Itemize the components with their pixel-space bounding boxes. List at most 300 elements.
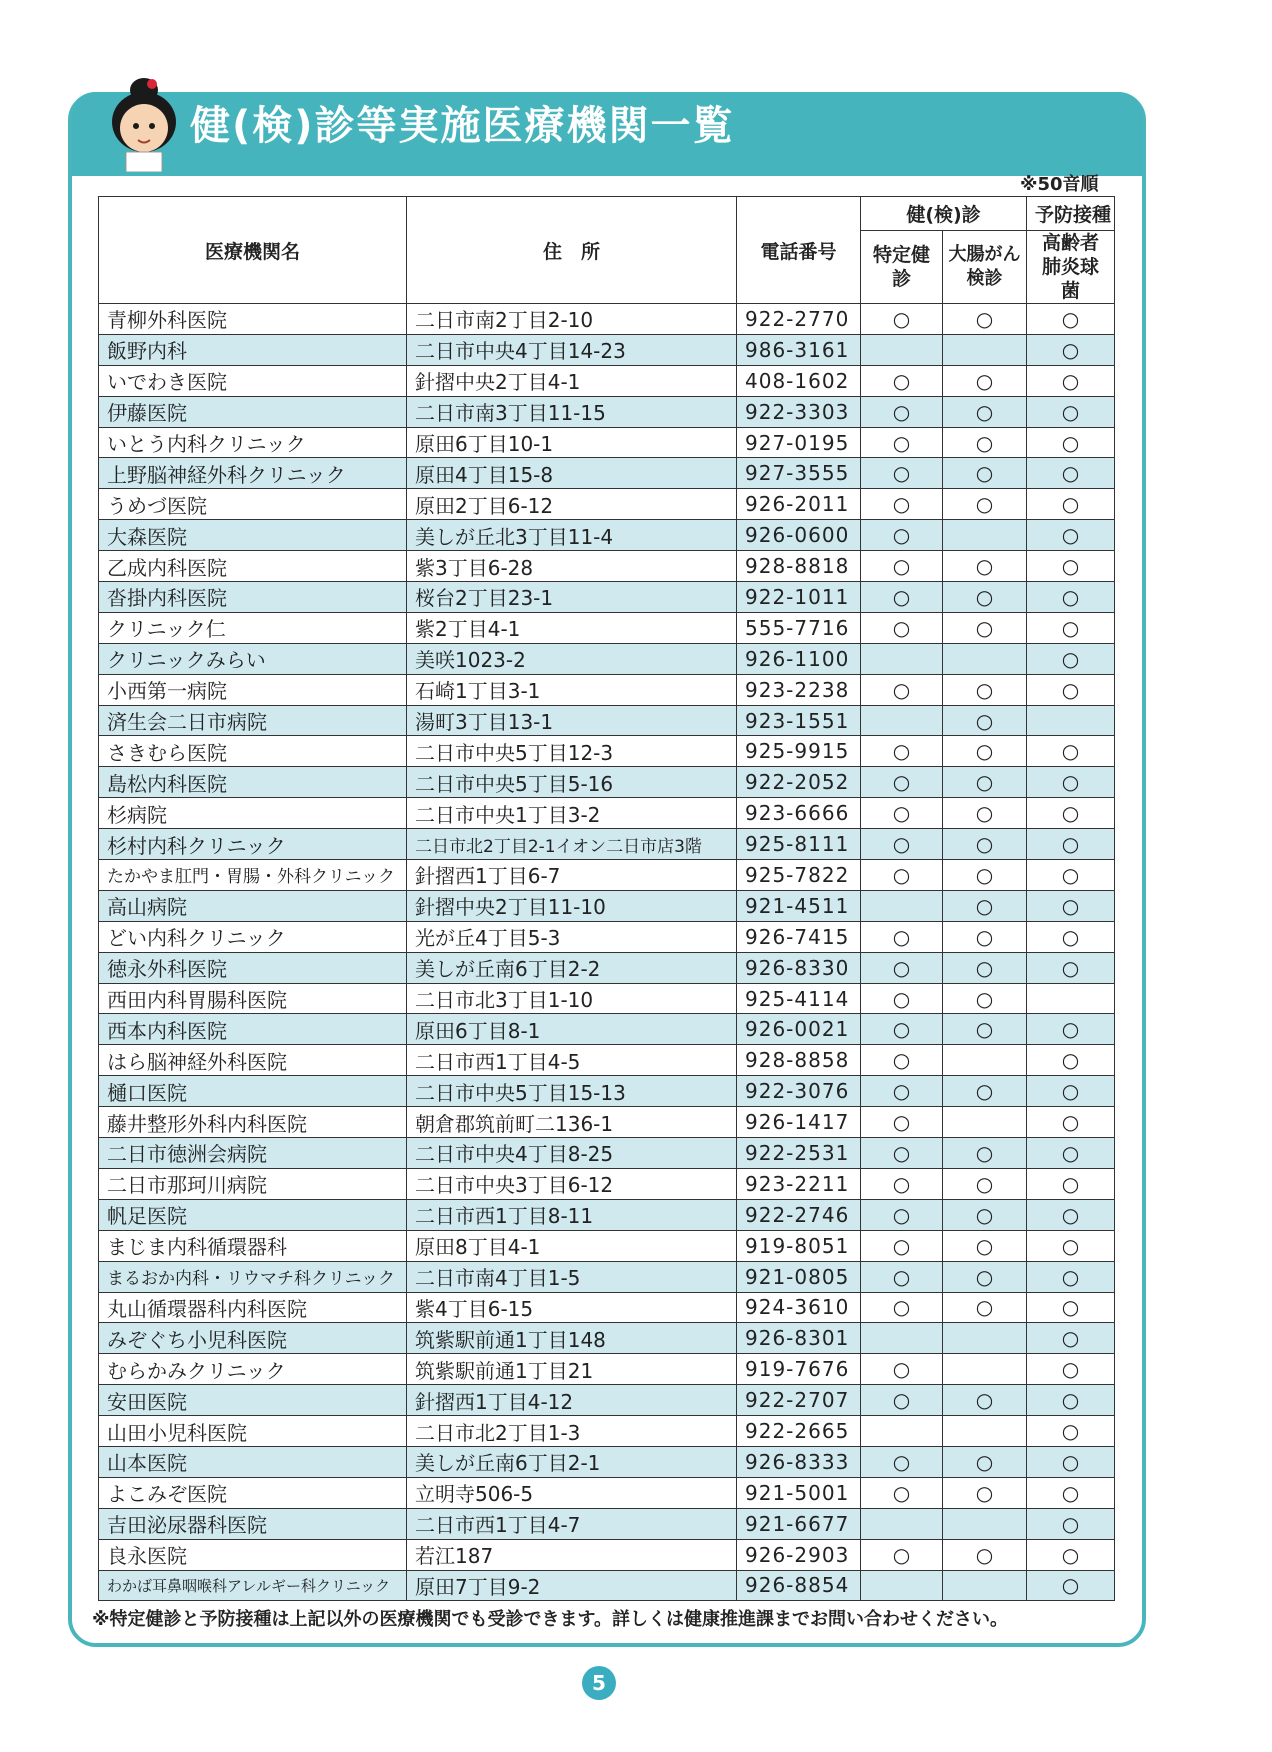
colon-cancer-mark-cell: ○ (943, 705, 1027, 736)
tokutei-mark-cell (861, 890, 943, 921)
institution-name-cell: 小西第一病院 (99, 674, 407, 705)
address-cell: 紫2丁目4-1 (407, 612, 737, 643)
address-cell: 針摺西1丁目4-12 (407, 1385, 737, 1416)
pneumococcal-mark-cell: ○ (1027, 458, 1115, 489)
address-cell: 美しが丘南6丁目2-2 (407, 952, 737, 983)
phone-cell: 925-7822 (737, 860, 861, 891)
table-row (99, 489, 1115, 520)
phone-cell: 922-3303 (737, 396, 861, 427)
institution-name-cell: よこみぞ医院 (99, 1477, 407, 1508)
tokutei-mark-cell: ○ (861, 1138, 943, 1169)
tokutei-mark-cell: ○ (861, 1199, 943, 1230)
phone-cell: 924-3610 (737, 1292, 861, 1323)
pneumococcal-mark-cell: ○ (1027, 489, 1115, 520)
phone-cell: 921-6677 (737, 1508, 861, 1539)
pneumococcal-mark-cell: ○ (1027, 365, 1115, 396)
institution-name-cell: 島松内科医院 (99, 767, 407, 798)
institution-name-cell: 飯野内科 (99, 334, 407, 365)
pneumococcal-mark-cell: ○ (1027, 1199, 1115, 1230)
institution-name-cell: 徳永外科医院 (99, 952, 407, 983)
colon-cancer-mark-cell: ○ (943, 983, 1027, 1014)
institution-name-cell: さきむら医院 (99, 736, 407, 767)
colon-cancer-mark-cell: ○ (943, 829, 1027, 860)
colon-cancer-mark-cell: ○ (943, 1477, 1027, 1508)
phone-cell: 923-6666 (737, 798, 861, 829)
table-row (99, 860, 1115, 891)
colon-cancer-mark-cell: ○ (943, 396, 1027, 427)
colon-cancer-mark-cell: ○ (943, 890, 1027, 921)
table-row (99, 1539, 1115, 1570)
phone-cell: 919-7676 (737, 1354, 861, 1385)
phone-cell: 922-2665 (737, 1416, 861, 1447)
tokutei-mark-cell: ○ (861, 1477, 943, 1508)
phone-cell: 925-9915 (737, 736, 861, 767)
institution-name-cell: 青柳外科医院 (99, 304, 407, 335)
address-cell: 二日市南3丁目11-15 (407, 396, 737, 427)
tokutei-mark-cell: ○ (861, 1168, 943, 1199)
table-row (99, 1508, 1115, 1539)
colon-cancer-mark-cell: ○ (943, 304, 1027, 335)
tokutei-mark-cell: ○ (861, 582, 943, 613)
phone-cell: 986-3161 (737, 334, 861, 365)
institution-name-cell: 伊藤医院 (99, 396, 407, 427)
table-row (99, 1076, 1115, 1107)
phone-cell: 926-1417 (737, 1107, 861, 1138)
pneumococcal-mark-cell: ○ (1027, 1323, 1115, 1354)
table-row (99, 551, 1115, 582)
pneumococcal-mark-cell: ○ (1027, 520, 1115, 551)
tokutei-mark-cell (861, 643, 943, 674)
address-cell: 美咲1023-2 (407, 643, 737, 674)
pneumococcal-mark-cell: ○ (1027, 1230, 1115, 1261)
phone-cell: 927-0195 (737, 427, 861, 458)
pneumococcal-mark-cell: ○ (1027, 1107, 1115, 1138)
pneumococcal-mark-cell: ○ (1027, 396, 1115, 427)
pneumococcal-mark-cell: ○ (1027, 582, 1115, 613)
address-cell: 紫3丁目6-28 (407, 551, 737, 582)
table-row (99, 829, 1115, 860)
address-cell: 二日市中央3丁目6-12 (407, 1168, 737, 1199)
pneumococcal-mark-cell: ○ (1027, 1168, 1115, 1199)
address-cell: 針摺西1丁目6-7 (407, 860, 737, 891)
address-cell: 原田4丁目15-8 (407, 458, 737, 489)
table-row (99, 520, 1115, 551)
phone-cell: 926-0600 (737, 520, 861, 551)
tokutei-mark-cell (861, 1508, 943, 1539)
pneumococcal-mark-cell: ○ (1027, 1138, 1115, 1169)
colon-cancer-mark-cell (943, 1416, 1027, 1447)
colon-cancer-mark-cell (943, 1570, 1027, 1601)
table-row (99, 890, 1115, 921)
mascot-character-icon (96, 72, 192, 172)
institution-name-cell: クリニックみらい (99, 643, 407, 674)
medical-institutions-table (98, 196, 1115, 1601)
table-row (99, 1323, 1115, 1354)
address-cell: 桜台2丁目23-1 (407, 582, 737, 613)
page-number: 5 (582, 1666, 616, 1700)
pneumococcal-mark-cell (1027, 705, 1115, 736)
colon-cancer-mark-cell (943, 1323, 1027, 1354)
table-body (99, 304, 1115, 1601)
table-row (99, 1416, 1115, 1447)
header-name: 医療機関名 (99, 197, 407, 304)
pneumococcal-mark-cell: ○ (1027, 921, 1115, 952)
colon-cancer-mark-cell: ○ (943, 1199, 1027, 1230)
phone-cell: 921-5001 (737, 1477, 861, 1508)
address-cell: 原田6丁目10-1 (407, 427, 737, 458)
pneumococcal-mark-cell: ○ (1027, 1076, 1115, 1107)
tokutei-mark-cell: ○ (861, 520, 943, 551)
tokutei-mark-cell: ○ (861, 674, 943, 705)
table-row (99, 1354, 1115, 1385)
colon-cancer-mark-cell: ○ (943, 582, 1027, 613)
tokutei-mark-cell (861, 1323, 943, 1354)
address-cell: 紫4丁目6-15 (407, 1292, 737, 1323)
pneumococcal-mark-cell: ○ (1027, 890, 1115, 921)
pneumococcal-mark-cell: ○ (1027, 1539, 1115, 1570)
address-cell: 筑紫駅前通1丁目148 (407, 1323, 737, 1354)
tokutei-mark-cell: ○ (861, 304, 943, 335)
address-cell: 原田2丁目6-12 (407, 489, 737, 520)
phone-cell: 926-0021 (737, 1014, 861, 1045)
colon-cancer-mark-cell (943, 334, 1027, 365)
address-cell: 石崎1丁目3-1 (407, 674, 737, 705)
phone-cell: 919-8051 (737, 1230, 861, 1261)
tokutei-mark-cell: ○ (861, 1539, 943, 1570)
table-row (99, 612, 1115, 643)
tokutei-mark-cell (861, 1570, 943, 1601)
phone-cell: 922-1011 (737, 582, 861, 613)
address-cell: 湯町3丁目13-1 (407, 705, 737, 736)
address-cell: 二日市西1丁目4-5 (407, 1045, 737, 1076)
phone-cell: 921-4511 (737, 890, 861, 921)
phone-cell: 922-2746 (737, 1199, 861, 1230)
tokutei-mark-cell: ○ (861, 1292, 943, 1323)
pneumococcal-mark-cell: ○ (1027, 304, 1115, 335)
colon-cancer-mark-cell (943, 520, 1027, 551)
tokutei-mark-cell: ○ (861, 458, 943, 489)
colon-cancer-mark-cell: ○ (943, 1292, 1027, 1323)
phone-cell: 927-3555 (737, 458, 861, 489)
colon-cancer-mark-cell: ○ (943, 1014, 1027, 1045)
tokutei-mark-cell: ○ (861, 736, 943, 767)
table-row (99, 1292, 1115, 1323)
header-colon-cancer: 大腸がん検診 (943, 231, 1027, 304)
tokutei-mark-cell: ○ (861, 365, 943, 396)
address-cell: 二日市北3丁目1-10 (407, 983, 737, 1014)
institution-name-cell: まじま内科循環器科 (99, 1230, 407, 1261)
pneumococcal-mark-cell: ○ (1027, 767, 1115, 798)
institution-name-cell: 安田医院 (99, 1385, 407, 1416)
table-row (99, 1014, 1115, 1045)
institution-name-cell: 上野脳神経外科クリニック (99, 458, 407, 489)
colon-cancer-mark-cell: ○ (943, 736, 1027, 767)
institution-name-cell: 山本医院 (99, 1446, 407, 1477)
tokutei-mark-cell (861, 705, 943, 736)
phone-cell: 922-2052 (737, 767, 861, 798)
address-cell: 二日市北2丁目1-3 (407, 1416, 737, 1447)
table-row (99, 921, 1115, 952)
institution-name-cell: たかやま肛門・胃腸・外科クリニック (99, 860, 407, 891)
colon-cancer-mark-cell: ○ (943, 767, 1027, 798)
phone-cell: 922-2770 (737, 304, 861, 335)
phone-cell: 928-8858 (737, 1045, 861, 1076)
pneumococcal-mark-cell: ○ (1027, 612, 1115, 643)
header-tokutei: 特定健診 (861, 231, 943, 304)
institution-name-cell: 帆足医院 (99, 1199, 407, 1230)
tokutei-mark-cell: ○ (861, 798, 943, 829)
institution-name-cell: いでわき医院 (99, 365, 407, 396)
tokutei-mark-cell: ○ (861, 1076, 943, 1107)
phone-cell: 926-8333 (737, 1446, 861, 1477)
table-row (99, 643, 1115, 674)
address-cell: 二日市西1丁目8-11 (407, 1199, 737, 1230)
pneumococcal-mark-cell: ○ (1027, 829, 1115, 860)
tokutei-mark-cell: ○ (861, 983, 943, 1014)
colon-cancer-mark-cell: ○ (943, 1230, 1027, 1261)
address-cell: 原田7丁目9-2 (407, 1570, 737, 1601)
pneumococcal-mark-cell: ○ (1027, 1045, 1115, 1076)
table-row (99, 736, 1115, 767)
table-row (99, 304, 1115, 335)
phone-cell: 921-0805 (737, 1261, 861, 1292)
institution-name-cell: みぞぐち小児科医院 (99, 1323, 407, 1354)
phone-cell: 926-1100 (737, 643, 861, 674)
pneumococcal-mark-cell: ○ (1027, 1570, 1115, 1601)
institution-name-cell: 西本内科医院 (99, 1014, 407, 1045)
pneumococcal-mark-cell: ○ (1027, 860, 1115, 891)
phone-cell: 922-2531 (737, 1138, 861, 1169)
address-cell: 立明寺506-5 (407, 1477, 737, 1508)
table-row (99, 427, 1115, 458)
pneumococcal-mark-cell: ○ (1027, 1261, 1115, 1292)
tokutei-mark-cell: ○ (861, 829, 943, 860)
pneumococcal-mark-cell: ○ (1027, 1446, 1115, 1477)
table-row (99, 952, 1115, 983)
table-row (99, 365, 1115, 396)
tokutei-mark-cell: ○ (861, 612, 943, 643)
colon-cancer-mark-cell: ○ (943, 365, 1027, 396)
pneumococcal-mark-cell: ○ (1027, 643, 1115, 674)
tokutei-mark-cell: ○ (861, 1261, 943, 1292)
institution-name-cell: いとう内科クリニック (99, 427, 407, 458)
colon-cancer-mark-cell (943, 643, 1027, 674)
tokutei-mark-cell: ○ (861, 1354, 943, 1385)
address-cell: 二日市北2丁目2-1イオン二日市店3階 (407, 829, 737, 860)
pneumococcal-mark-cell: ○ (1027, 674, 1115, 705)
address-cell: 筑紫駅前通1丁目21 (407, 1354, 737, 1385)
phone-cell: 922-2707 (737, 1385, 861, 1416)
table-row (99, 1477, 1115, 1508)
pneumococcal-mark-cell: ○ (1027, 551, 1115, 582)
colon-cancer-mark-cell: ○ (943, 952, 1027, 983)
pneumococcal-mark-cell: ○ (1027, 736, 1115, 767)
tokutei-mark-cell: ○ (861, 1107, 943, 1138)
address-cell: 美しが丘北3丁目11-4 (407, 520, 737, 551)
table-row (99, 798, 1115, 829)
address-cell: 二日市中央5丁目12-3 (407, 736, 737, 767)
colon-cancer-mark-cell: ○ (943, 1168, 1027, 1199)
colon-cancer-mark-cell: ○ (943, 1076, 1027, 1107)
pneumococcal-mark-cell: ○ (1027, 1014, 1115, 1045)
tokutei-mark-cell: ○ (861, 767, 943, 798)
colon-cancer-mark-cell: ○ (943, 798, 1027, 829)
tokutei-mark-cell: ○ (861, 1045, 943, 1076)
pneumococcal-mark-cell: ○ (1027, 1292, 1115, 1323)
address-cell: 美しが丘南6丁目2-1 (407, 1446, 737, 1477)
phone-cell: 923-2238 (737, 674, 861, 705)
phone-cell: 928-8818 (737, 551, 861, 582)
phone-cell: 555-7716 (737, 612, 861, 643)
tokutei-mark-cell (861, 1416, 943, 1447)
table-row (99, 1385, 1115, 1416)
table-row (99, 582, 1115, 613)
colon-cancer-mark-cell (943, 1107, 1027, 1138)
phone-cell: 923-1551 (737, 705, 861, 736)
table-row (99, 1138, 1115, 1169)
pneumococcal-mark-cell: ○ (1027, 334, 1115, 365)
pneumococcal-mark-cell: ○ (1027, 1508, 1115, 1539)
institution-name-cell: 大森医院 (99, 520, 407, 551)
institution-name-cell: 二日市徳洲会病院 (99, 1138, 407, 1169)
tokutei-mark-cell: ○ (861, 551, 943, 582)
address-cell: 二日市南4丁目1-5 (407, 1261, 737, 1292)
pneumococcal-mark-cell: ○ (1027, 798, 1115, 829)
table-row (99, 1261, 1115, 1292)
institution-name-cell: 藤井整形外科内科医院 (99, 1107, 407, 1138)
institution-name-cell: 杉村内科クリニック (99, 829, 407, 860)
institution-name-cell: 西田内科胃腸科医院 (99, 983, 407, 1014)
institution-name-cell: 樋口医院 (99, 1076, 407, 1107)
pneumococcal-mark-cell: ○ (1027, 1385, 1115, 1416)
tokutei-mark-cell: ○ (861, 1014, 943, 1045)
table-row (99, 1446, 1115, 1477)
institution-name-cell: 良永医院 (99, 1539, 407, 1570)
table-row (99, 334, 1115, 365)
phone-cell: 926-8330 (737, 952, 861, 983)
phone-cell: 923-2211 (737, 1168, 861, 1199)
pneumococcal-mark-cell: ○ (1027, 1477, 1115, 1508)
address-cell: 原田6丁目8-1 (407, 1014, 737, 1045)
colon-cancer-mark-cell: ○ (943, 674, 1027, 705)
pneumococcal-mark-cell (1027, 983, 1115, 1014)
institution-name-cell: 杉病院 (99, 798, 407, 829)
table-row (99, 1570, 1115, 1601)
table-row (99, 705, 1115, 736)
table-row (99, 1045, 1115, 1076)
phone-cell: 925-4114 (737, 983, 861, 1014)
pneumococcal-mark-cell: ○ (1027, 952, 1115, 983)
colon-cancer-mark-cell: ○ (943, 551, 1027, 582)
phone-cell: 926-2011 (737, 489, 861, 520)
phone-cell: 926-8854 (737, 1570, 861, 1601)
institution-name-cell: 吉田泌尿器科医院 (99, 1508, 407, 1539)
table-row (99, 767, 1115, 798)
institution-name-cell: 済生会二日市病院 (99, 705, 407, 736)
address-cell: 二日市中央4丁目14-23 (407, 334, 737, 365)
phone-cell: 922-3076 (737, 1076, 861, 1107)
colon-cancer-mark-cell: ○ (943, 489, 1027, 520)
institution-name-cell: 乙成内科医院 (99, 551, 407, 582)
institution-name-cell: 山田小児科医院 (99, 1416, 407, 1447)
phone-cell: 925-8111 (737, 829, 861, 860)
colon-cancer-mark-cell: ○ (943, 427, 1027, 458)
tokutei-mark-cell: ○ (861, 396, 943, 427)
address-cell: 光が丘4丁目5-3 (407, 921, 737, 952)
table-row (99, 1107, 1115, 1138)
address-cell: 二日市中央5丁目15-13 (407, 1076, 737, 1107)
address-cell: 二日市中央1丁目3-2 (407, 798, 737, 829)
pneumococcal-mark-cell: ○ (1027, 1416, 1115, 1447)
colon-cancer-mark-cell (943, 1354, 1027, 1385)
colon-cancer-mark-cell: ○ (943, 1446, 1027, 1477)
colon-cancer-mark-cell: ○ (943, 921, 1027, 952)
tokutei-mark-cell: ○ (861, 1446, 943, 1477)
colon-cancer-mark-cell: ○ (943, 1138, 1027, 1169)
tokutei-mark-cell: ○ (861, 1230, 943, 1261)
tokutei-mark-cell: ○ (861, 1385, 943, 1416)
colon-cancer-mark-cell: ○ (943, 612, 1027, 643)
pneumococcal-mark-cell: ○ (1027, 1354, 1115, 1385)
institution-name-cell: 沓掛内科医院 (99, 582, 407, 613)
address-cell: 若江187 (407, 1539, 737, 1570)
colon-cancer-mark-cell: ○ (943, 1261, 1027, 1292)
address-cell: 二日市中央5丁目5-16 (407, 767, 737, 798)
table-row (99, 396, 1115, 427)
tokutei-mark-cell: ○ (861, 489, 943, 520)
table-row (99, 1199, 1115, 1230)
table-row (99, 1230, 1115, 1261)
table-row (99, 674, 1115, 705)
address-cell: 原田8丁目4-1 (407, 1230, 737, 1261)
sort-order-note: ※50音順 (1020, 174, 1099, 195)
institution-name-cell: わかば耳鼻咽喉科アレルギー科クリニック (99, 1570, 407, 1601)
institution-name-cell: うめづ医院 (99, 489, 407, 520)
footnote: ※特定健診と予防接種は上記以外の医療機関でも受診できます。詳しくは健康推進課までお問い合わせください。 (92, 1609, 1009, 1630)
address-cell: 針摺中央2丁目4-1 (407, 365, 737, 396)
pneumococcal-mark-cell: ○ (1027, 427, 1115, 458)
colon-cancer-mark-cell: ○ (943, 1385, 1027, 1416)
phone-cell: 408-1602 (737, 365, 861, 396)
phone-cell: 926-2903 (737, 1539, 861, 1570)
address-cell: 二日市西1丁目4-7 (407, 1508, 737, 1539)
address-cell: 二日市中央4丁目8-25 (407, 1138, 737, 1169)
institution-name-cell: はら脳神経外科医院 (99, 1045, 407, 1076)
table-row (99, 1168, 1115, 1199)
header-pneumococcal: 高齢者肺炎球菌 (1027, 231, 1115, 304)
colon-cancer-mark-cell (943, 1508, 1027, 1539)
tokutei-mark-cell: ○ (861, 427, 943, 458)
header-vaccine-group: 予防接種 (1027, 197, 1115, 231)
header-address: 住 所 (407, 197, 737, 304)
colon-cancer-mark-cell: ○ (943, 458, 1027, 489)
address-cell: 針摺中央2丁目11-10 (407, 890, 737, 921)
table-row (99, 458, 1115, 489)
tokutei-mark-cell: ○ (861, 952, 943, 983)
institution-name-cell: まるおか内科・リウマチ科クリニック (99, 1261, 407, 1292)
institution-name-cell: 高山病院 (99, 890, 407, 921)
institution-name-cell: 二日市那珂川病院 (99, 1168, 407, 1199)
colon-cancer-mark-cell: ○ (943, 860, 1027, 891)
phone-cell: 926-8301 (737, 1323, 861, 1354)
header-phone: 電話番号 (737, 197, 861, 304)
institution-name-cell: むらかみクリニック (99, 1354, 407, 1385)
page-title: 健(検)診等実施医療機関一覧 (190, 103, 735, 149)
institution-name-cell: クリニック仁 (99, 612, 407, 643)
tokutei-mark-cell: ○ (861, 860, 943, 891)
address-cell: 朝倉郡筑前町二136-1 (407, 1107, 737, 1138)
header-checkup-group: 健(検)診 (861, 197, 1027, 231)
